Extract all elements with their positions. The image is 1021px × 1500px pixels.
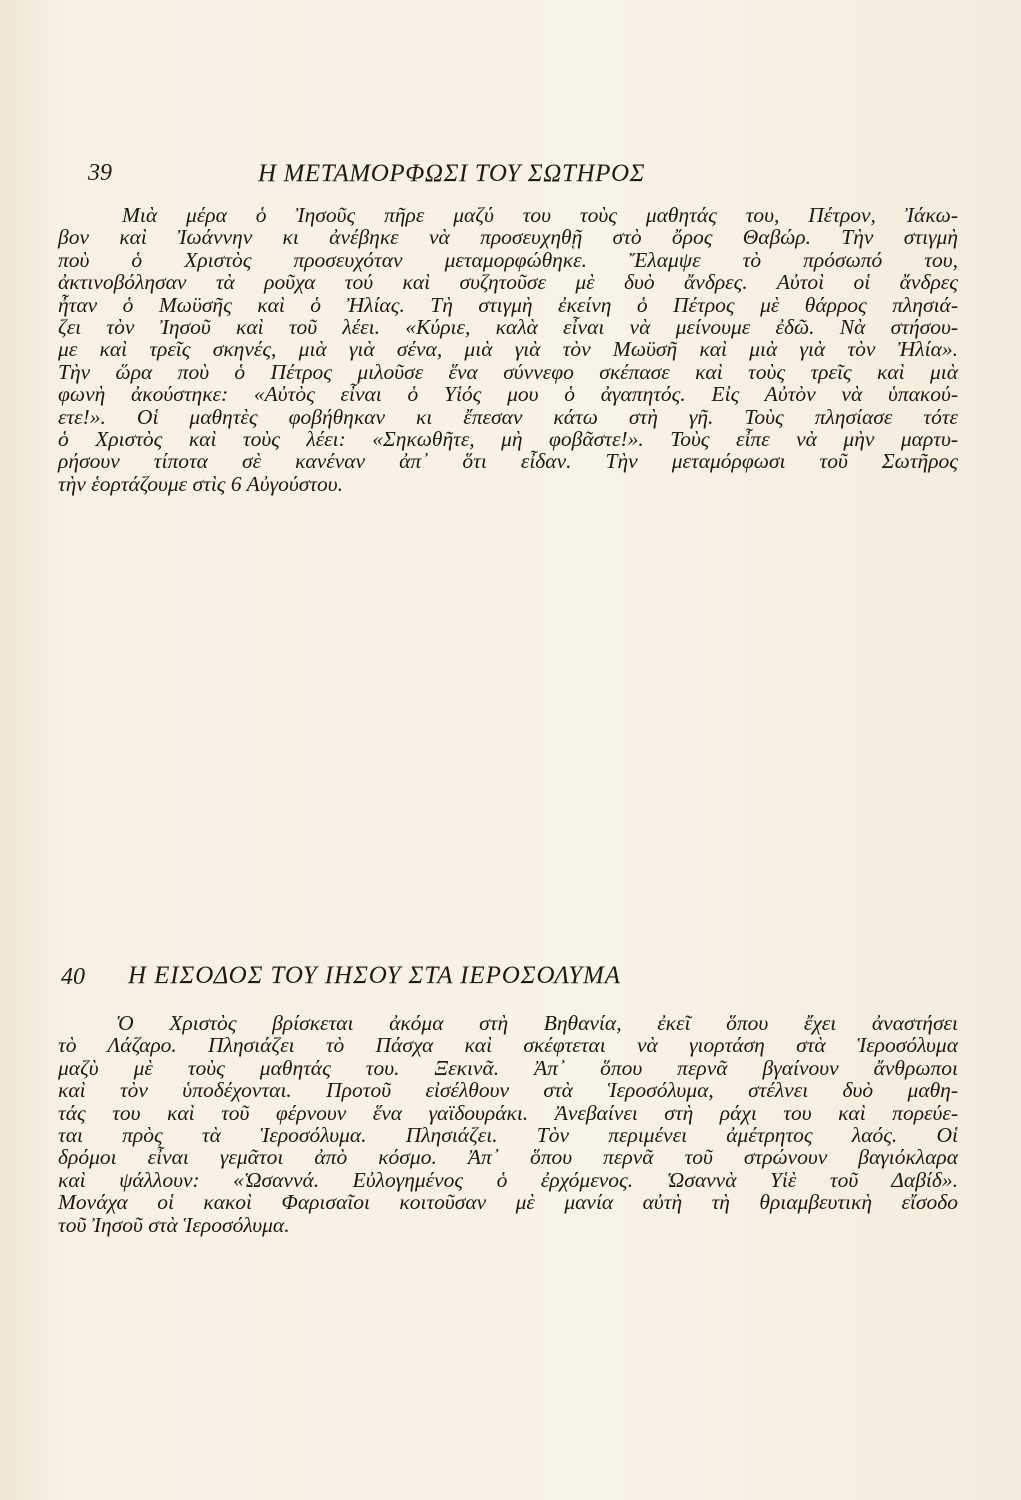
text-line: ετε!». Οἱ μαθητὲς φοβήθηκαν κι ἔπεσαν κάτω στὴ γῆ. Τοὺς πλησίασε τότε [58, 404, 958, 429]
text-line: με καὶ τρεῖς σκηνές, μιὰ γιὰ σένα, μιὰ γιὰ τὸν Μωϋσῆ καὶ μιὰ γιὰ τὸν Ἠλία». [58, 337, 958, 362]
text-line: τὴν ἑορτάζουμε στὶς 6 Αὐγούστου. [58, 471, 344, 496]
text-line: τοῦ Ἰησοῦ στὰ Ἱεροσόλυμα. [58, 1212, 290, 1237]
text-line: ἀκτινοβόλησαν τὰ ροῦχα τού καὶ συζητοῦσε μὲ δυὸ ἄνδρες. Αὐτοὶ οἱ ἄνδρες [58, 270, 958, 295]
text-line: βον καὶ Ἰωάννην κι ἀνέβηκε νὰ προσευχηθῇ στὸ ὄρος Θαβώρ. Τὴν στιγμὴ [58, 225, 958, 250]
section-number: 40 [61, 964, 85, 990]
text-line: τάς του καὶ τοῦ φέρνουν ἕνα γαϊδουράκι. Ἀνεβαίνει στὴ ράχι του καὶ πορεύε- [58, 1100, 958, 1125]
section-39 [58, 160, 958, 495]
text-line: ἦταν ὁ Μωϋσῆς καὶ ὁ Ἠλίας. Τὴ στιγμὴ ἐκείνη ὁ Πέτρος μὲ θάρρος πλησιά- [58, 292, 958, 317]
text-line: Μιὰ μέρα ὁ Ἰησοῦς πῆρε μαζύ του τοὺς μαθητάς του, Πέτρον, Ἰάκω- [122, 203, 958, 227]
text-line: ποὺ ὁ Χριστὸς προσευχόταν μεταμορφώθηκε. Ἔλαμψε τὸ πρόσωπό του, [58, 247, 958, 272]
text-line: ὁ Χριστὸς καὶ τοὺς λέει: «Σηκωθῆτε, μὴ φοβᾶστε!». Τοὺς εἶπε νὰ μὴν μαρτυ- [58, 426, 958, 451]
text-line: ζει τὸν Ἰησοῦ καὶ τοῦ λέει. «Κύριε, καλὰ εἶναι νὰ μείνουμε ἐδῶ. Νὰ στήσου- [58, 314, 958, 339]
section-heading [58, 962, 958, 1006]
section-number: 39 [88, 160, 112, 186]
text-line: ρήσουν τίποτα σὲ κανέναν ἀπ᾽ ὅτι εἶδαν. Τὴν μεταμόρφωσι τοῦ Σωτῆρος [58, 449, 958, 474]
text-line: Τὴν ὥρα ποὺ ὁ Πέτρος μιλοῦσε ἕνα σύννεφο σκέπασε καὶ τοὺς τρεῖς καὶ μιὰ [58, 359, 958, 384]
text-line: καὶ ψάλλουν: «Ὡσαννά. Εὐλογημένος ὁ ἐρχόμενος. Ὡσαννὰ Υἱὲ τοῦ Δαβίδ». [58, 1167, 958, 1192]
section-title: Η ΕΙΣΟΔΟΣ ΤΟΥ ΙΗΣΟΥ ΣΤΑ ΙΕΡΟΣΟΛΥΜΑ [128, 962, 621, 989]
section-body [58, 1012, 958, 1236]
text-line: καὶ τὸν ὑποδέχονται. Προτοῦ εἰσέλθουν στὰ Ἱεροσόλυμα, στέλνει δυὸ μαθη- [58, 1078, 958, 1103]
section-title: Η ΜΕΤΑΜΟΡΦΩΣΙ ΤΟΥ ΣΩΤΗΡΟΣ [258, 160, 646, 187]
text-line: Ὁ Χριστὸς βρίσκεται ἀκόμα στὴ Βηθανία, ἐκεῖ ὅπου ἔχει ἀναστήσει [116, 1011, 958, 1035]
text-line: μαζὺ μὲ τοὺς μαθητάς του. Ξεκινᾶ. Ἀπ᾽ ὅπου περνᾶ βγαίνουν ἄνθρωποι [58, 1055, 958, 1080]
text-line: Μονάχα οἱ κακοὶ Φαρισαῖοι κοιτοῦσαν μὲ μανία αὐτὴ τὴ θριαμβευτικὴ εἴσοδο [58, 1190, 958, 1215]
section-heading [58, 160, 958, 204]
text-line: τὸ Λάζαρο. Πλησιάζει τὸ Πάσχα καὶ σκέφτεται νὰ γιορτάση στὰ Ἱεροσόλυμα [58, 1033, 958, 1058]
section-40 [58, 962, 958, 1236]
text-line: δρόμοι εἶναι γεμᾶτοι ἀπὸ κόσμο. Ἀπ᾽ ὅπου περνᾶ τοῦ στρώνουν βαγιόκλαρα [58, 1145, 958, 1170]
text-line: φωνὴ ἀκούστηκε: «Αὐτὸς εἶναι ὁ Υἱός μου ὁ ἀγαπητός. Εἰς Αὐτὸν νὰ ὑπακού- [58, 382, 958, 407]
section-body [58, 204, 958, 495]
text-line: ται πρὸς τὰ Ἱεροσόλυμα. Πλησιάζει. Τὸν περιμένει ἀμέτρητος λαός. Οἱ [58, 1122, 958, 1147]
